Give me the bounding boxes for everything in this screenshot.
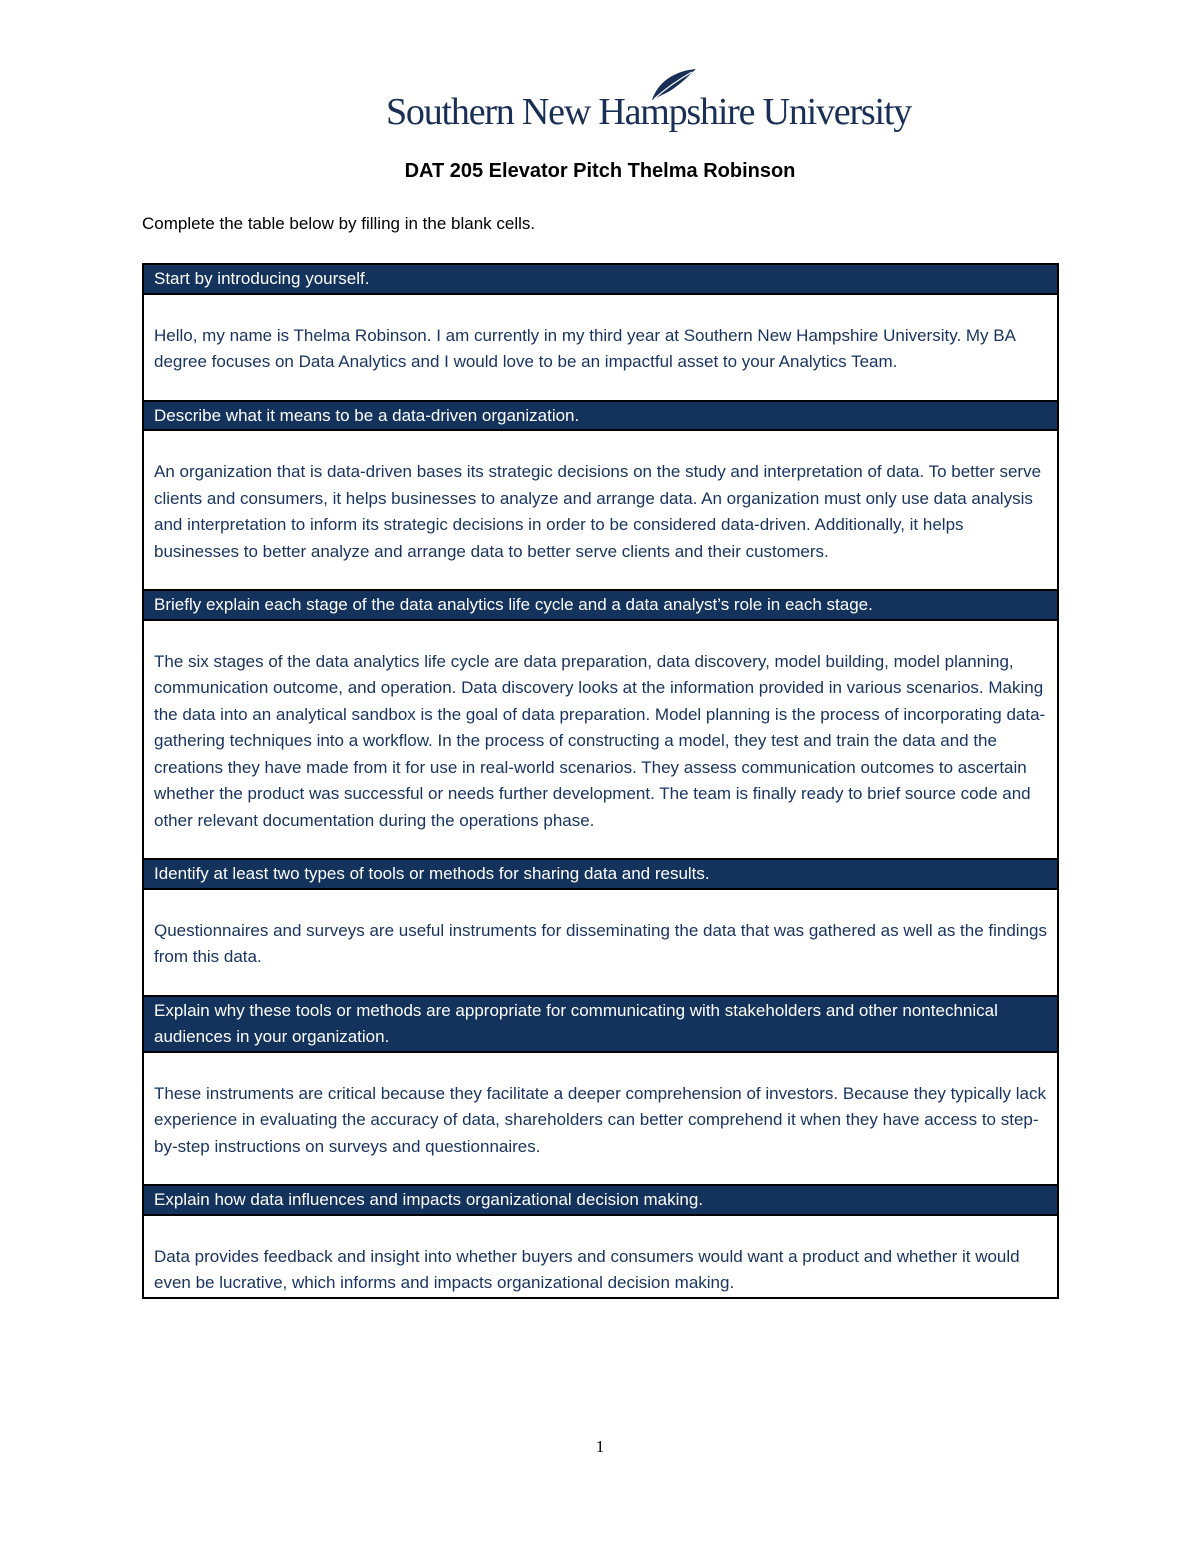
section-prompt-data-driven: Describe what it means to be a data-driven organization.: [144, 400, 1057, 432]
section-prompt-introduction: Start by introducing yourself.: [144, 265, 1057, 295]
section-response-introduction: Hello, my name is Thelma Robinson. I am currently in my third year at Southern New Hampshire University. My BA degree focuses on Data Analytics and I would love to be an impactful asset to your Analytics Team.: [154, 325, 1016, 371]
university-logo: [386, 68, 912, 138]
section-prompt-life-cycle: Briefly explain each stage of the data analytics life cycle and a data analyst’s role in each stage.: [144, 589, 1057, 621]
section-response-data-driven: An organization that is data-driven bases its strategic decisions on the study and interpretation of data. To better serve clients and consumers, it helps businesses to analyze and arrange data. An organization must only use data analysis and interpretation to inform its strategic decisions in order to be considered data-driven. Additionally, it helps businesses to better analyze and arrange data to better serve clients and their customers.: [154, 462, 1042, 561]
page-number: 1: [595, 1437, 605, 1456]
document-title: DAT 205 Elevator Pitch Thelma Robinson: [404, 160, 796, 182]
section-response-stakeholders: These instruments are critical because they facilitate a deeper comprehension of investors. Because they typically lack experience in evaluating the accuracy of data, shareholders can better comprehend it when they have access to step-by-step instructions on surveys and questionnaires.: [154, 1083, 1047, 1156]
section-prompt-stakeholders: Explain why these tools or methods are appropriate for communicating with stakeholders and other nontechnical audiences in your organization.: [144, 995, 1057, 1053]
section-prompt-tools: Identify at least two types of tools or methods for sharing data and results.: [144, 858, 1057, 890]
section-prompt-decision-making: Explain how data influences and impacts organizational decision making.: [144, 1184, 1057, 1216]
section-response-life-cycle: The six stages of the data analytics life cycle are data preparation, data discovery, model building, model planning, communication outcome, and operation. Data discovery looks at the information provided in various scenarios. Making the data into an analytical sandbox is the goal of data preparation. Model planning is the process of incorporating data-gathering techniques into a workflow. In the process of constructing a model, they test and train the data and the creations they have made from it for use in real-world scenarios. They assess communication outcomes to ascertain whether the product was successful or needs further development. The team is finally ready to brief source code and other relevant documentation during the operations phase.: [154, 651, 1046, 830]
logo-wordmark: Southern New Hampshire University: [386, 91, 912, 133]
instructions-text: Complete the table below by filling in the blank cells.: [142, 214, 536, 233]
section-response-decision-making: Data provides feedback and insight into whether buyers and consumers would want a product and whether it would even be lucrative, which informs and impacts organizational decision making.: [154, 1246, 1020, 1292]
pitch-table: [142, 263, 1059, 1299]
section-response-tools: Questionnaires and surveys are useful instruments for disseminating the data that was gathered as well as the findings from this data.: [154, 920, 1047, 966]
